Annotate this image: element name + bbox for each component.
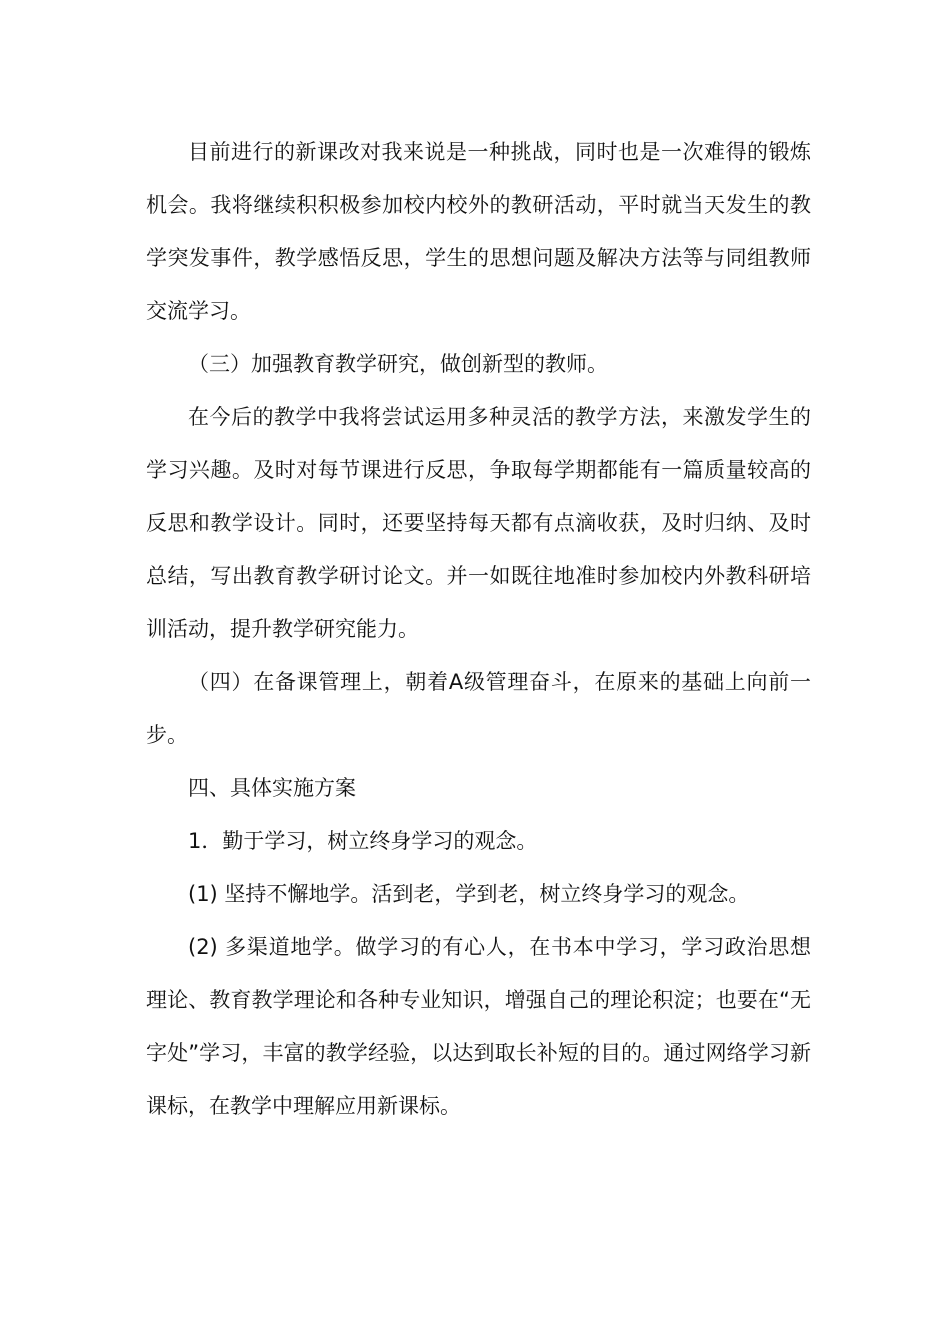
section-heading-4: （四）在备课管理上，朝着A级管理奋斗，在原来的基础上向前一步。 xyxy=(146,670,811,747)
list-item-1: 1．勤于学习，树立终身学习的观念。 xyxy=(188,829,538,853)
paragraph-1: 目前进行的新课改对我来说是一种挑战，同时也是一次难得的锻炼机会。我将继续积积极参加校内校外的教研活动，平时就当天发生的教学突发事件，教学感悟反思，学生的思想问题及解决方法等与同组教师交流学习。 xyxy=(146,140,811,323)
paragraph-2: 在今后的教学中我将尝试运用多种灵活的教学方法，来激发学生的学习兴趣。及时对每节课进行反思，争取每学期都能有一篇质量较高的反思和教学设计。同时，还要坚持每天都有点滴收获，及时归纳、及时总结，写出教育教学研讨论文。并一如既往地准时参加校内外教科研培训活动，提升教学研究能力。 xyxy=(146,405,811,641)
chapter-heading: 四、具体实施方案 xyxy=(188,776,356,800)
list-subitem-2: (2) 多渠道地学。做学习的有心人，在书本中学习，学习政治思想理论、教育教学理论和各种专业知识，增强自己的理论积淀；也要在“无字处”学习，丰富的教学经验，以达到取长补短的目的。通过网络学习新课标，在教学中理解应用新课标。 xyxy=(146,935,811,1118)
document-body xyxy=(146,126,811,1133)
list-subitem-1: (1) 坚持不懈地学。活到老，学到老，树立终身学习的观念。 xyxy=(188,882,750,906)
section-heading-3: （三）加强教育教学研究，做创新型的教师。 xyxy=(188,352,608,376)
